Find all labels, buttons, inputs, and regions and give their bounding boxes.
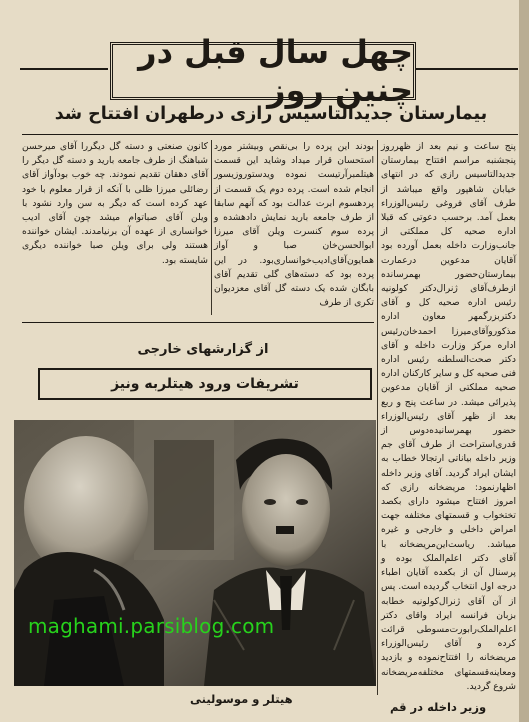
masthead-box	[110, 33, 416, 109]
headline-rule	[22, 134, 518, 135]
article-column-middle	[214, 140, 374, 315]
article-text-left: کانون صنعتی و دسته گل دیگررا آقای میرحسن شباهنگ از طرف جامعه بارید و دسته گل دیگر را آقای دهقان تقدیم نمودند. چه خوب بودآواز آقای رضائلی میرزا ظلی با آنکه از قرار معلوم با خود عهد کرده است که دیگر به سن وارد نشود با ویلن آقای صباتوام میشد چون آقای ادیب خوانساری از عهده آن برنیامدند. ایشان خواننده هستند ولی برای ویلن صبا خواننده دیگری شایسته بود.	[22, 141, 208, 266]
paper-edge	[519, 0, 529, 722]
article-text-right: پنج ساعت و نیم بعد از ظهرروز پنجشنبه مراسم افتتاح بیمارستان جدیدالتاسیس رازی که در انتهای خیابان شاهپور واقع میباشد از طرف آقای فروغی رئیس‌الوزراء بعمل آمد. برحسب دعوتی که قبلا اداره صحیه کل مملکتی از جانب‌وزارت داخله بعمل آورده بود آقایان مدعوین درعمارت بیمارستان‌حضور بهمرسانده ازطرف‌آقای ژنرال‌دکتر کولونیه رئیس اداره صحیه کل و آقای دکتربزرگمهر معاون اداره مذکوروآقای‌میرزا احمدخان‌رئیس اداره مرکز وزارت داخله و آقای دکتر صحت‌السلطنه رئیس اداره فنی صحیه کل و سایر کارکنان اداره صحیه مملکتی از آقایان مدعوین پذیرائی میشد. در ساعت پنج و ربع بعد از ظهر آقای رئیس‌الوزراء حضور بهمرسانیده‌دوس از قدری‌استراحت از طرف آقای جم وزیر داخله بیاناتی ارتجالا خطاب به ایشان ایراد گردید. آقای وزیر داخله اظهارنمود: مریضخانه رازی که امروز افتتاح میشود دارای بکصد تختخواب و قسمتهای مختلفه جهت امراض داخلی و خارجی و غیره میباشد. ریاست‌این‌مریضخانه با آقای دکتر اعلم‌الملک بوده و پرسنال آن از بکعده آقایان اطباء درجه اول انتخاب گردیده است. پس از آن آقای ژنرال‌کولونیه خطابه بزبان فرانسه ایراد واقای دکتر اعلم‌الملک‌رابورت‌مسوطی قرائت کرده و آقای رئیس‌الوزراء مریضخانه را افتتاح‌نموده و بازدید ومعاینه‌قسمتهای مختلفه‌مریضخانه شروع گردید.	[381, 141, 516, 692]
footer-caption: وزیر داخله در قم	[390, 700, 487, 714]
article-text-middle: بودند این پرده را بی‌نقص وبیشتر مورد استحسان قرار میداد وشاید این قسمت هیتلمبرآرتیست نموده ویدستوروزیسور انجام شده است. پرده دوم یک قسمت از پردهسوم ابرت عدالت بود که آنهم سابقا از طرف جامعه بارید نمایش دادهشده و پرده سوم کنسرت ویلن آقای میرزا ابوالحسن‌خان صبا و آواز همایون‌آقای‌ادیب‌خوانساری‌بود. در این پرده بود که دسته‌های گلی تقدیم آقای بابگان شده یک دسته گل آقای معزدیوان تکری از طرف	[214, 141, 374, 309]
column-divider	[377, 140, 378, 695]
article-column-left	[22, 140, 208, 315]
ceremony-box	[38, 368, 372, 400]
photo-caption: هیتلر و موسولینی	[190, 692, 293, 706]
masthead-title: چهل سال قبل در چنین روز	[138, 33, 413, 109]
photo-illustration	[14, 420, 376, 686]
article-column-right	[381, 140, 516, 692]
top-rule-right	[412, 68, 518, 70]
headline: بیمارستان جدیدالتاسیس رازی درطهران افتتاح شد	[54, 104, 488, 124]
top-rule-left	[20, 68, 108, 70]
ceremony-title: تشریفات ورود هیتلربه ونیز	[111, 376, 299, 392]
hitler-mussolini-photo	[14, 420, 376, 686]
column-divider	[211, 140, 212, 315]
foreign-reports-title: از گزارشهای خارجی	[137, 342, 269, 357]
watermark-url: maghami.parsiblog.com	[28, 614, 275, 638]
section-rule	[22, 322, 374, 323]
